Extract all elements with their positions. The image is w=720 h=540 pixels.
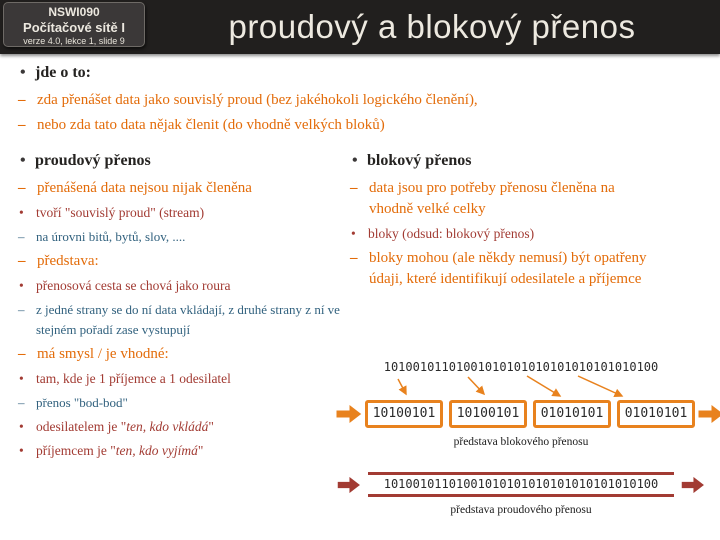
stream-transfer-column bbox=[18, 148, 348, 465]
list-item bbox=[18, 417, 348, 437]
list-item: – představa: bbox=[18, 251, 348, 272]
block-diagram-caption: představa blokového přenosu bbox=[453, 436, 589, 448]
data-block: 10100101 bbox=[449, 400, 527, 428]
text-segment: příjemcem je " bbox=[36, 443, 116, 458]
flow-arrow-right-icon bbox=[680, 476, 706, 494]
stream-heading: • proudový přenos bbox=[18, 148, 348, 174]
stream-transfer-diagram bbox=[336, 472, 706, 517]
source-bitstring: 10100101101001010101010101010101010100 bbox=[383, 360, 659, 374]
block-row bbox=[336, 399, 706, 429]
intro-bullet: – nebo zda tato data nějak členit (do vhodně velkých bloků) bbox=[18, 115, 710, 136]
split-arrows-icon bbox=[336, 375, 706, 399]
flow-arrow-right-icon bbox=[698, 404, 720, 424]
data-block: 01010101 bbox=[617, 400, 695, 428]
title-bar bbox=[0, 0, 720, 54]
list-item: • bloky (odsud: blokový přenos) bbox=[350, 224, 655, 244]
list-item: – má smysl / je vhodné: bbox=[18, 344, 348, 365]
stream-pipe: 10100101101001010101010101010101010100 bbox=[368, 472, 674, 497]
list-item: • tvoří "souvislý proud" (stream) bbox=[18, 203, 348, 223]
course-badge bbox=[3, 2, 145, 47]
stream-row bbox=[336, 472, 706, 497]
list-item: – přenos "bod-bod" bbox=[18, 393, 348, 413]
list-item bbox=[18, 441, 348, 461]
flow-arrow-right-icon bbox=[336, 404, 362, 424]
data-block: 10100101 bbox=[365, 400, 443, 428]
flow-arrow-right-icon bbox=[336, 476, 362, 494]
list-item: • tam, kde je 1 příjemce a 1 odesilatel bbox=[18, 369, 348, 389]
intro-section bbox=[18, 60, 710, 140]
block-transfer-diagram bbox=[336, 360, 706, 449]
block-transfer-column bbox=[350, 148, 655, 294]
list-item: – data jsou pro potřeby přenosu členěna na vhodně velké celky bbox=[350, 178, 655, 220]
text-segment: " bbox=[208, 419, 214, 434]
list-item: • přenosová cesta se chová jako roura bbox=[18, 276, 348, 296]
intro-bullet: – zda přenášet data jako souvislý proud (bez jakéhokoli logického členění), bbox=[18, 90, 710, 111]
version-slide-info: verze 4.0, lekce 1, slide 9 bbox=[23, 36, 125, 46]
intro-heading: • jde o to: bbox=[18, 60, 710, 86]
text-segment: " bbox=[197, 443, 204, 458]
list-item: – bloky mohou (ale někdy nemusí) být opatřeny údaji, které identifikují odesilatele a příjemce bbox=[350, 248, 655, 290]
course-name: Počítačové sítě I bbox=[23, 20, 125, 35]
list-item: – z jedné strany se do ní data vkládají, z druhé strany z ní ve stejném pořadí zase vystupují bbox=[18, 300, 348, 340]
list-item: – na úrovni bitů, bytů, slov, .... bbox=[18, 227, 348, 247]
slide-title: proudový a blokový přenos bbox=[228, 8, 636, 45]
italic-segment: ten, kdo vkládá bbox=[126, 419, 209, 434]
course-code: NSWI090 bbox=[48, 5, 100, 19]
data-block: 01010101 bbox=[533, 400, 611, 428]
block-heading: • blokový přenos bbox=[350, 148, 655, 174]
list-item: – přenášená data nejsou nijak členěna bbox=[18, 178, 348, 199]
stream-diagram-caption: představa proudového přenosu bbox=[450, 504, 592, 516]
text-segment: odesilatelem je " bbox=[36, 419, 127, 434]
italic-segment: ten, kdo vyjímá bbox=[115, 443, 198, 458]
